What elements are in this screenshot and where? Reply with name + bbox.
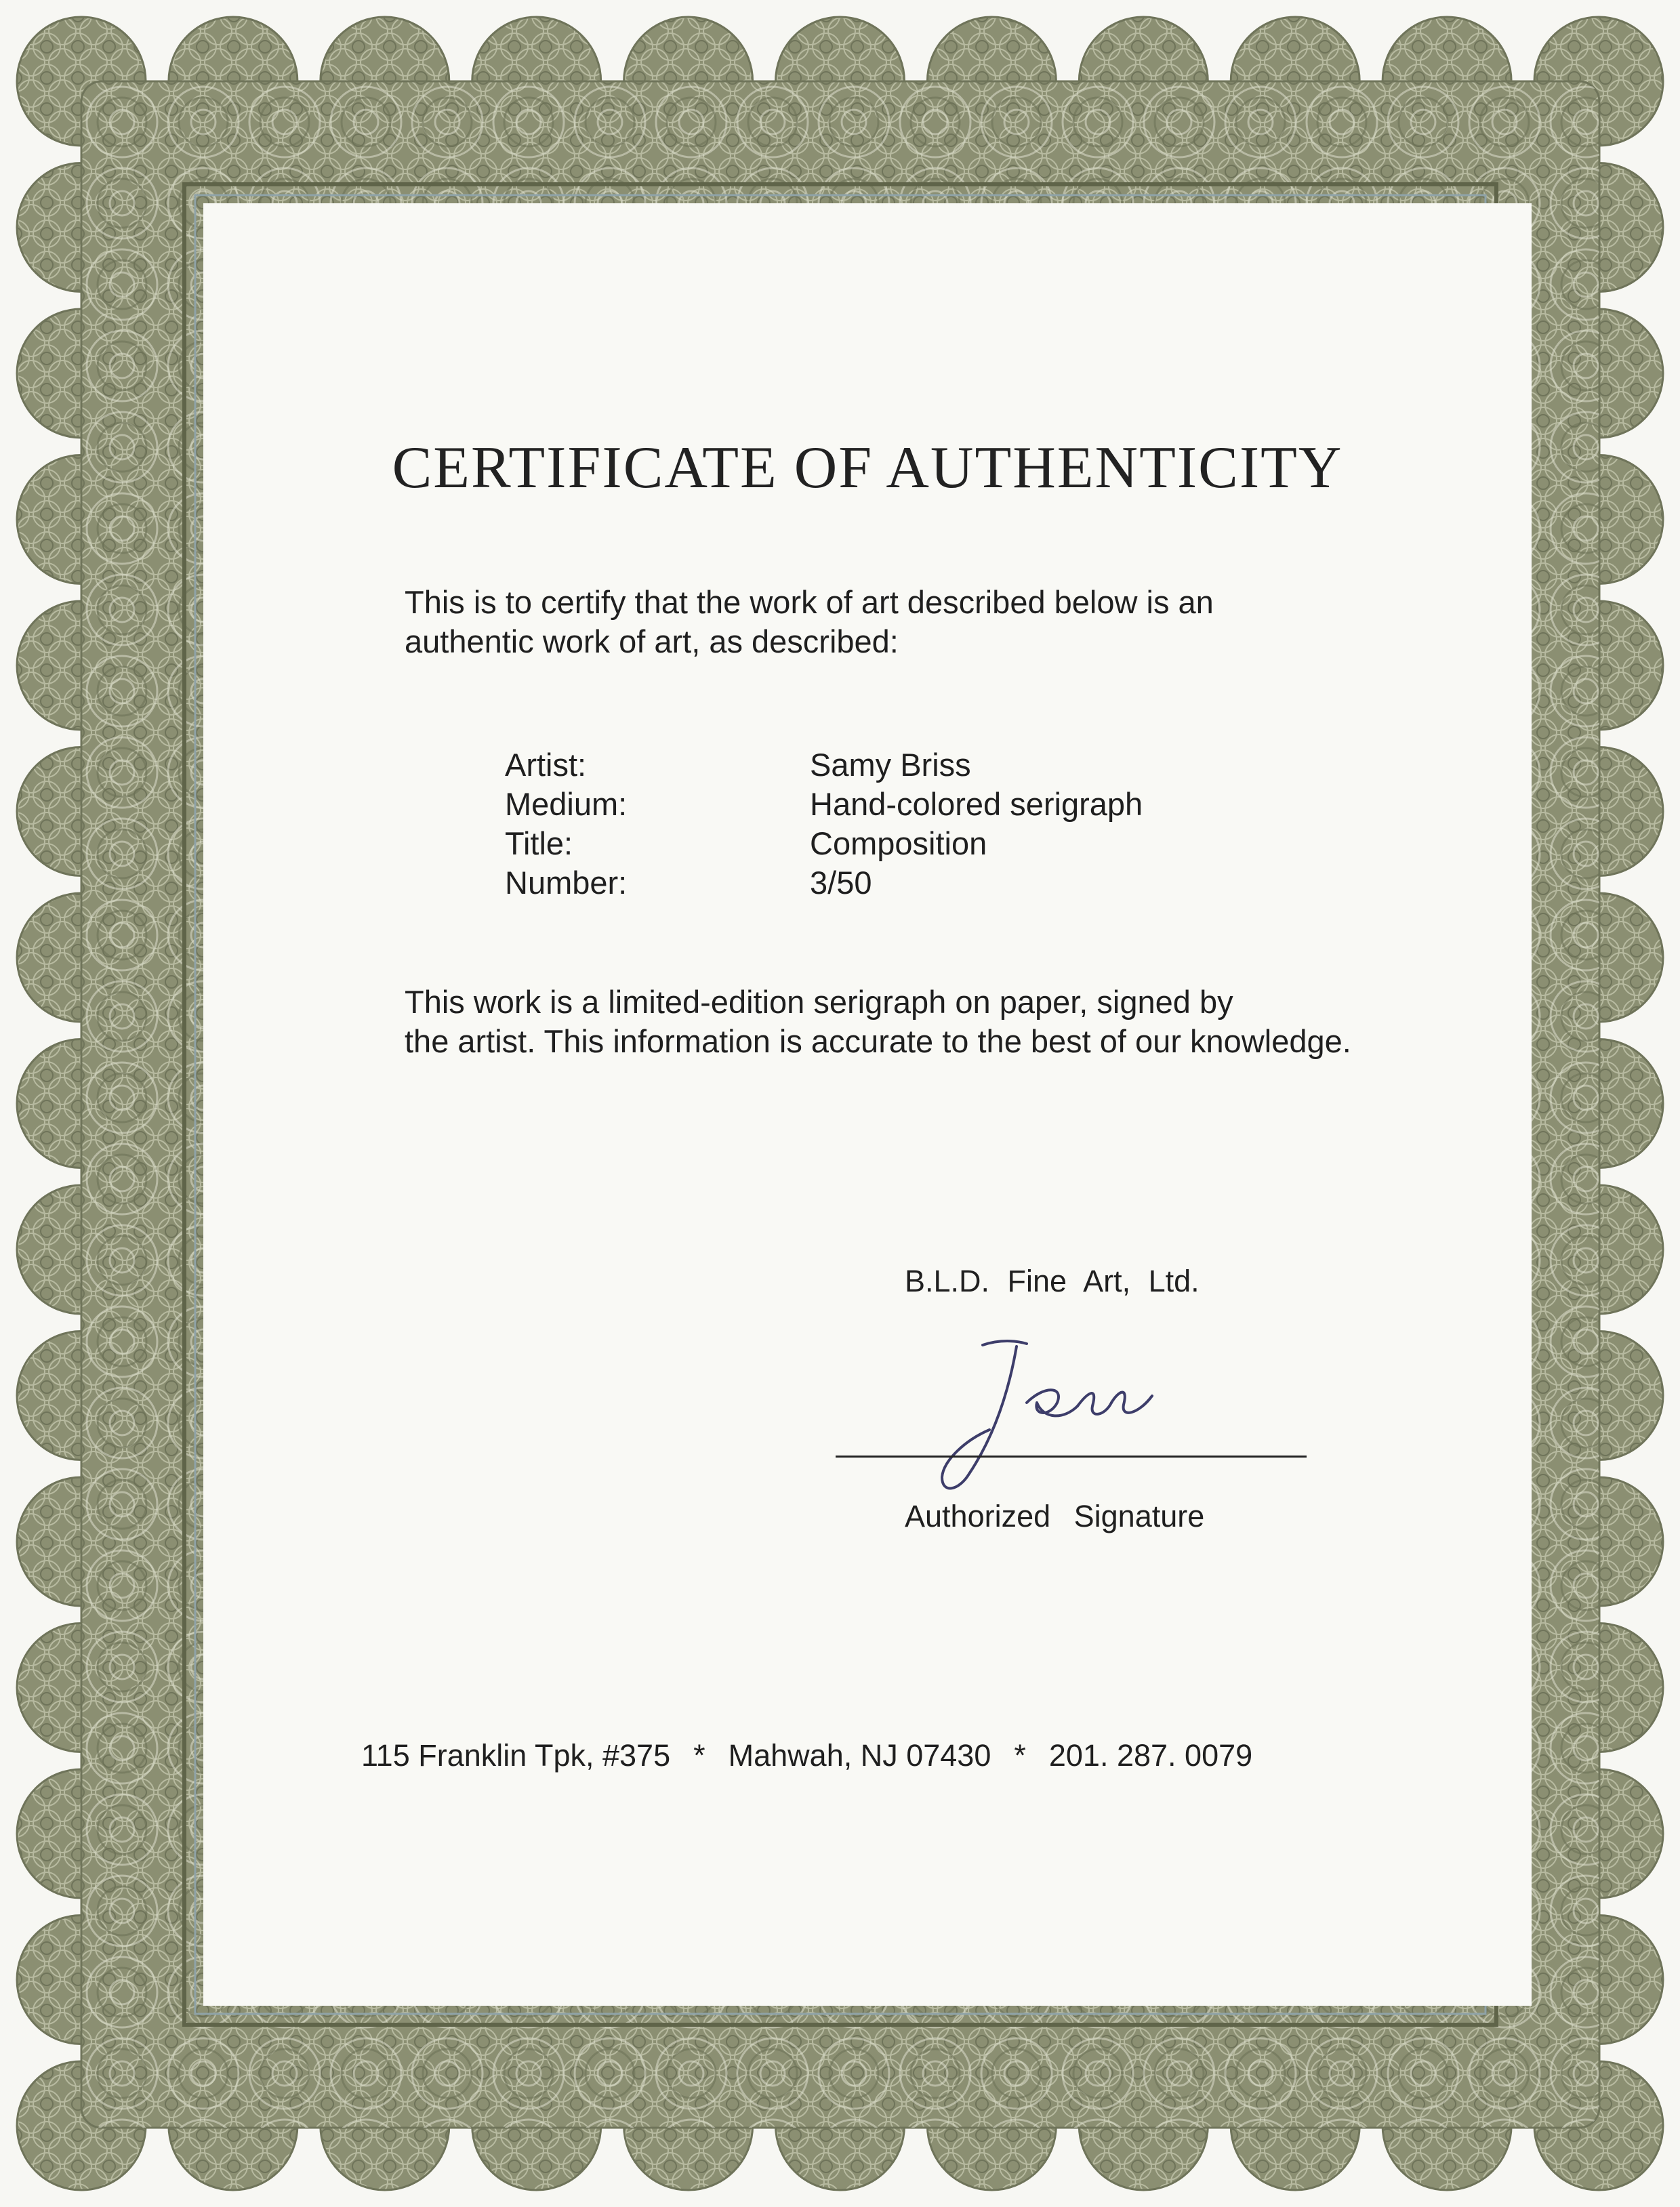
number-value: 3/50 — [810, 865, 872, 901]
signature-line — [836, 1456, 1307, 1458]
address-separator: * — [693, 1738, 705, 1773]
closing-line-2: the artist. This information is accurate to the best of our knowledge. — [405, 1023, 1351, 1059]
intro-line-2: authentic work of art, as described: — [405, 623, 899, 659]
certificate-title: CERTIFICATE OF AUTHENTICITY — [392, 435, 1343, 501]
title-value: Composition — [810, 825, 987, 861]
signature-caption: Authorized Signature — [905, 1499, 1205, 1533]
medium-value: Hand-colored serigraph — [810, 786, 1143, 822]
title-label: Title: — [505, 825, 573, 861]
artist-value: Samy Briss — [810, 747, 971, 783]
closing-paragraph — [405, 983, 1351, 1061]
number-label: Number: — [505, 865, 628, 901]
address-line — [361, 1738, 1252, 1773]
address-city: Mahwah, NJ 07430 — [728, 1738, 991, 1773]
address-phone: 201. 287. 0079 — [1048, 1738, 1253, 1773]
handwritten-signature — [901, 1338, 1227, 1508]
address-street: 115 Franklin Tpk, #375 — [361, 1738, 671, 1773]
address-separator: * — [1014, 1738, 1026, 1773]
artist-label: Artist: — [505, 747, 587, 783]
medium-label: Medium: — [505, 786, 628, 822]
intro-paragraph — [405, 583, 1214, 661]
intro-line-1: This is to certify that the work of art described below is an — [405, 584, 1214, 620]
company-name: B.L.D. Fine Art, Ltd. — [905, 1264, 1200, 1298]
closing-line-1: This work is a limited-edition serigraph on paper, signed by — [405, 984, 1233, 1020]
